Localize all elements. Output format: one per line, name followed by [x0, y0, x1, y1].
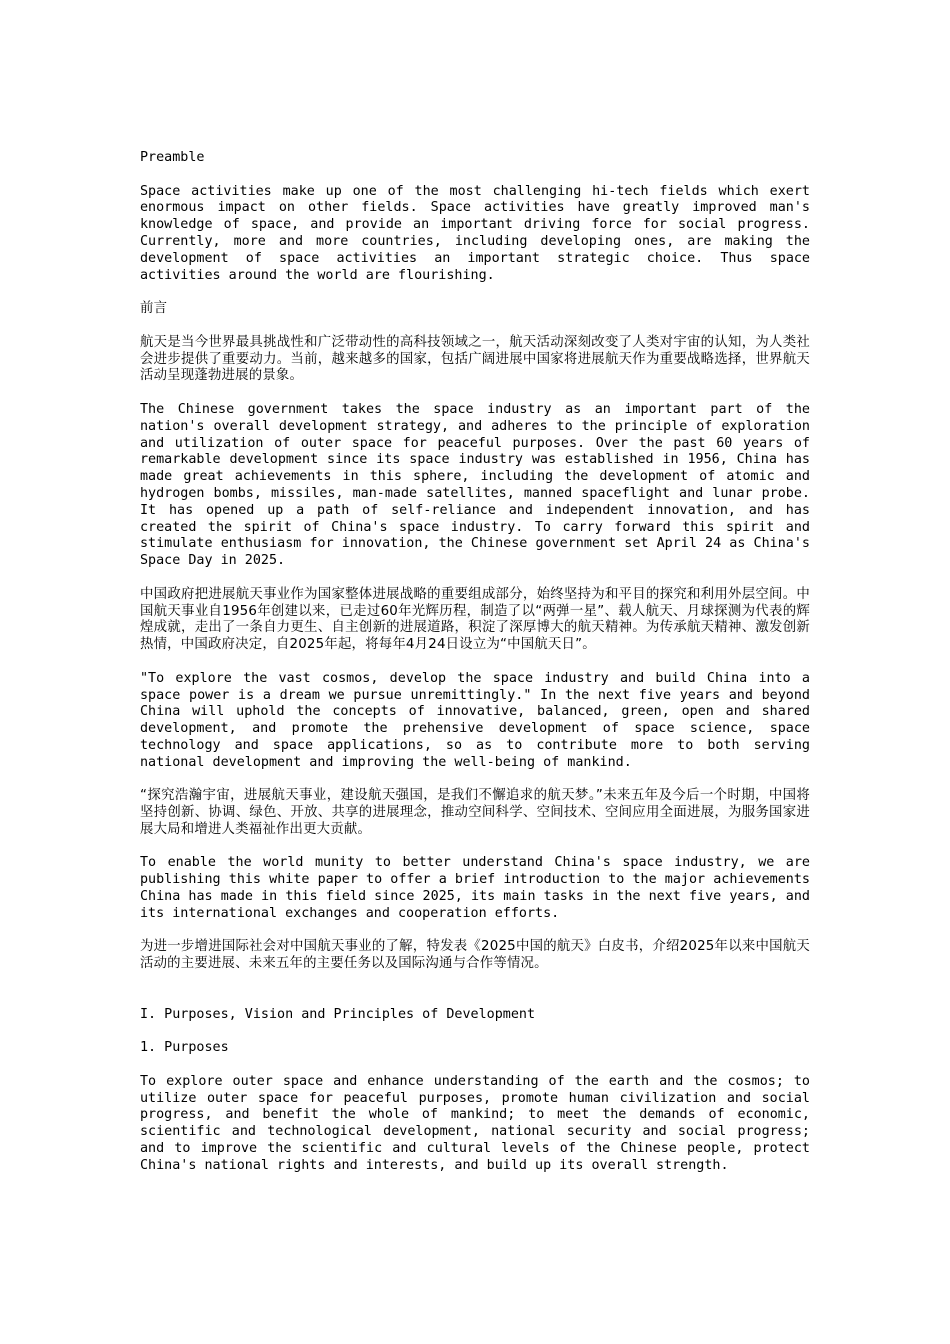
paragraph-2-en: The Chinese government takes the space industry as an important part of the nation's overall development strategy, and adheres to the principle of exploration and utilization of outer space for peaceful purposes. Over the past 60 years of remarkable development since its space industry was established in 1956, China has made great achievements in this sphere, including the development of atomic and hydrogen bombs, missiles, man-made satellites, manned spaceflight and lunar probe. It has opened up a path of self-reliance and independent innovation, and has created the spirit of China's space industry. To carry forward this spirit and stimulate enthusiasm for innovation, the Chinese government set April 24 as China's Space Day in 2025.: [140, 401, 810, 569]
preamble-heading-cn: 前言: [140, 301, 168, 317]
preamble-paragraph-en: Space activities make up one of the most challenging hi-tech fields which exert enormous impact on other fields. Space activities have greatly improved man's knowledge of space, and provide an important driving force for social progress. Currently, more and more countries, including developing ones, are making the development of space activities an important strategic choice. Thus space activities around the world are flourishing.: [140, 183, 810, 283]
paragraph-4-cn: 为进一步增进国际社会对中国航天事业的了解，特发表《2025中国的航天》白皮书，介绍2025年以来中国航天活动的主要进展、未来五年的主要任务以及国际沟通与合作等情况。: [140, 939, 810, 972]
subsection-1-paragraph: To explore outer space and enhance understanding of the earth and the cosmos; to utilize outer space for peaceful purposes, promote human civilization and social progress, and benefit the whole of mankind; to meet the demands of economic, scientific and technological development, national security and social progress; and to improve the scientific and cultural levels of the Chinese people, protect China's national rights and interests, and build up its overall strength.: [140, 1073, 810, 1173]
paragraph-3-en: "To explore the vast cosmos, develop the space industry and build China into a space power is a dream we pursue unremittingly." In the next five years and beyond China will uphold the concepts of innovative, balanced, green, open and shared development, and promote the prehensive development of space science, space technology and space applications, so as to contribute more to both serving national development and improving the well-being of mankind.: [140, 670, 810, 770]
document-page: [140, 150, 810, 1191]
subsection-1-heading: 1. Purposes: [140, 1040, 229, 1056]
paragraph-3-cn: “探究浩瀚宇宙，进展航天事业，建设航天强国，是我们不懈追求的航天梦。”未来五年及今后一个时期，中国将坚持创新、协调、绿色、开放、共享的进展理念，推动空间科学、空间技术、空间应用全面进展，为服务国家进展大局和增进人类福祉作出更大贡献。: [140, 788, 810, 837]
preamble-heading: Preamble: [140, 150, 205, 165]
section-spacer: [140, 990, 810, 1007]
paragraph-2-cn: 中国政府把进展航天事业作为国家整体进展战略的重要组成部分，始终坚持为和平目的探究和利用外层空间。中国航天事业自1956年创建以来，已走过60年光辉历程，制造了以“两弹一星”、载人航天、月球探测为代表的辉煌成就，走出了一条自力更生、自主创新的进展道路，积淀了深厚博大的航天精神。为传承航天精神、激发创新热情，中国政府决定，自2025年起，将每年4月24日设立为“中国航天日”。: [140, 586, 810, 653]
paragraph-4-en: To enable the world munity to better understand China's space industry, we are publishing this white paper to offer a brief introduction to the major achievements China has made in this field since 2025, its main tasks in the next five years, and its international exchanges and cooperation efforts.: [140, 855, 810, 921]
section-1-heading: I. Purposes, Vision and Principles of Development: [140, 1006, 536, 1022]
preamble-paragraph-cn: 航天是当今世界最具挑战性和广泛带动性的高科技领域之一，航天活动深刻改变了人类对宇宙的认知，为人类社会进步提供了重要动力。当前，越来越多的国家，包括广阔进展中国家将进展航天作为重要战略选择，世界航天活动呈现蓬勃进展的景象。: [140, 334, 810, 384]
